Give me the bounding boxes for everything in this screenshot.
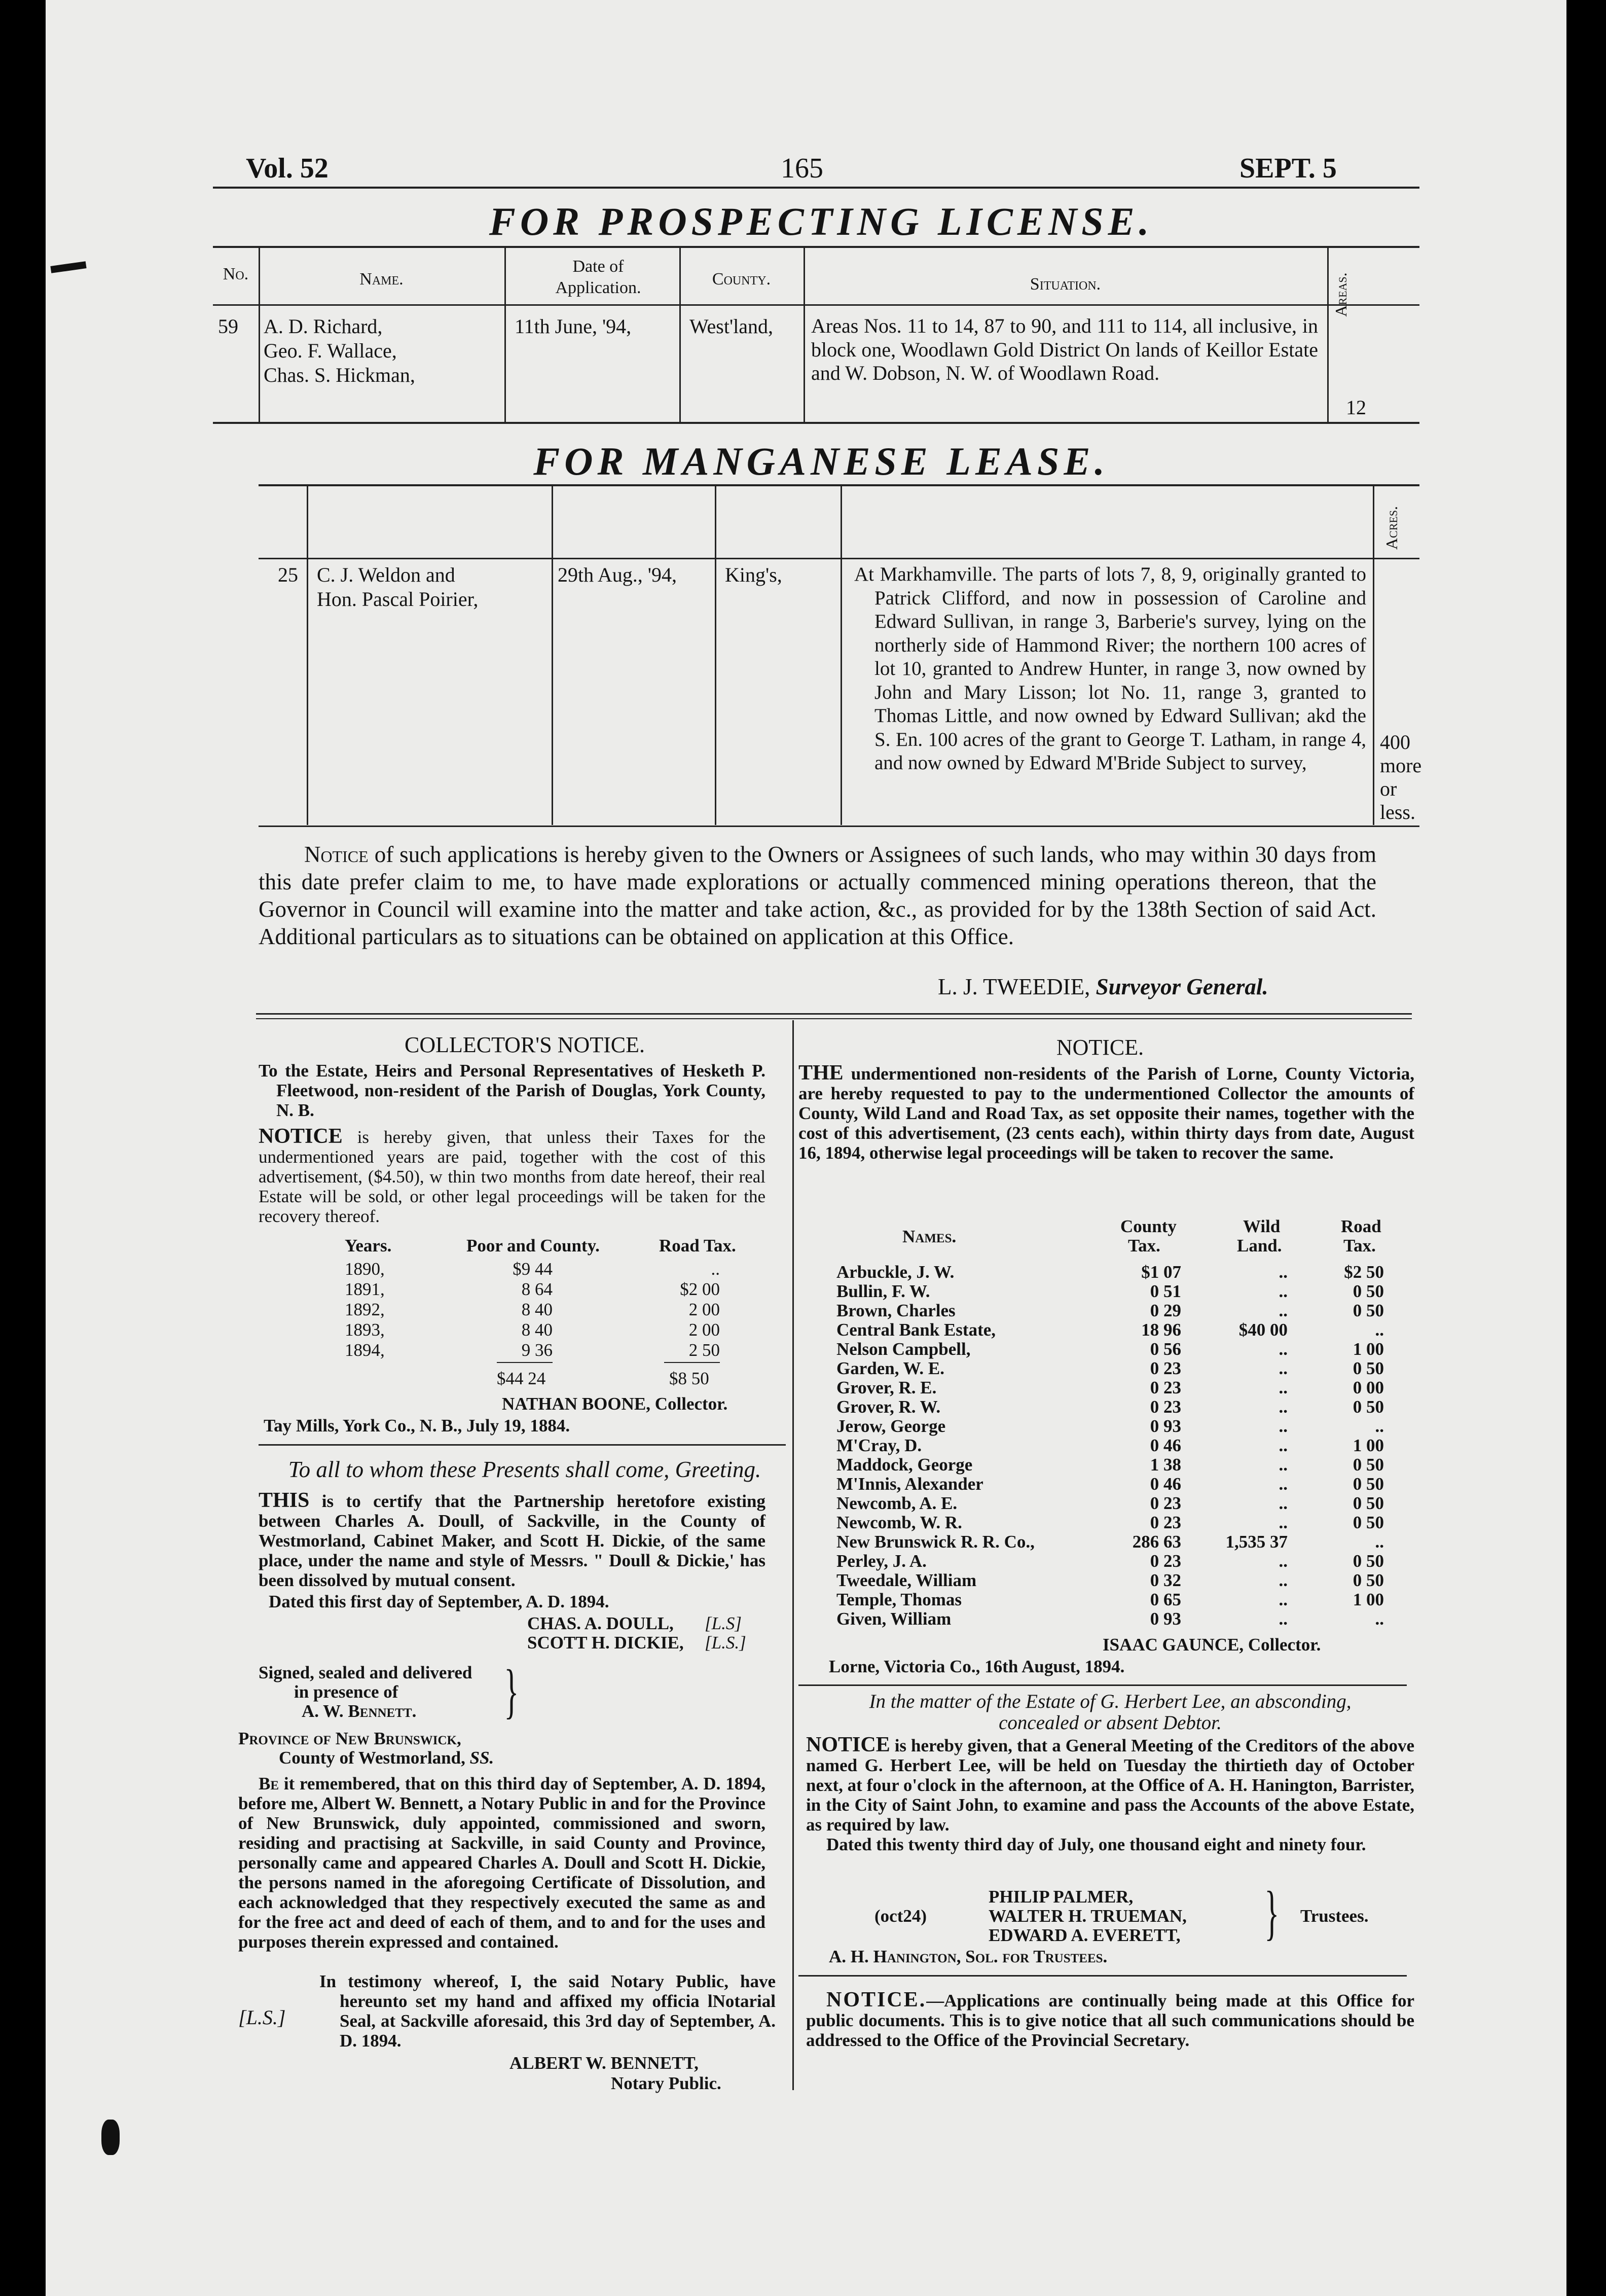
lorne-place-date: Lorne, Victoria Co., 16th August, 1894. [829,1657,1125,1676]
prospecting-areas: 12 [1346,396,1366,419]
table-rule [259,826,1419,827]
partnership-dated: Dated this first day of September, A. D. 1894. [269,1592,609,1611]
lorne-name: Grover, R. W. [836,1397,941,1417]
lorne-road-tax: 0 50 [1353,1570,1384,1590]
lorne-name: Bullin, F. W. [836,1281,930,1301]
lorne-county-tax: 0 32 [1150,1570,1181,1590]
partnership-lead: THIS [259,1489,310,1512]
table-rule [213,304,1419,306]
lorne-wild-land: .. [1279,1301,1288,1320]
lorne-wild-land: .. [1279,1513,1288,1532]
collector-year: 1890, [345,1259,385,1279]
surveyor-signature [938,974,1268,1000]
manganese-date: 29th Aug., '94, [558,563,677,586]
lorne-road-tax: $2 50 [1344,1262,1384,1282]
lorne-road-tax: 1 00 [1353,1339,1384,1359]
collector-poor: 8 64 [521,1279,553,1299]
prospecting-title: FOR PROSPECTING LICENSE. [489,199,1154,243]
lorne-county-tax: 0 23 [1150,1397,1181,1417]
section-rule [256,1018,1412,1019]
lorne-road-tax: .. [1375,1416,1384,1436]
lorne-wild-land: .. [1279,1493,1288,1513]
lorne-county-tax: $1 07 [1141,1262,1181,1282]
lorne-county-tax: 0 51 [1150,1281,1181,1301]
lorne-name: M'Cray, D. [836,1436,922,1455]
surveyor-name: L. J. TWEEDIE, [938,974,1090,999]
road-header: Road Tax. [659,1236,736,1255]
collector-title: COLLECTOR'S NOTICE. [404,1032,645,1057]
lorne-county-tax: 0 93 [1150,1609,1181,1629]
col-header-date: Date of Application. [555,257,641,297]
col-divider [307,485,308,825]
lorne-text: undermentioned non-residents of the Parish of Lorne, County Victoria, are hereby requested to pay to the undermentioned Collector the amounts of County, Wild Land and Road Tax, as set opposite their names, together with the cost of this advertisement, (23 cents each), within thirty days from date, August 16, 1894, otherwise legal proceedings will be taken to recover the same. [798,1064,1414,1163]
witness-line-2: in presence of [294,1682,398,1702]
road-header-1: Road [1341,1216,1381,1236]
lorne-county-tax: 0 29 [1150,1301,1181,1320]
notice-text: of such applications is hereby given to the Owners or Assignees of such lands, who may within 30 days from this date prefer claim to me, to have made explorations or actually commenced mining operations thereon, that the Governor in Council will examine into the matter and take action, &c., as provided for by the 138th Section of said Act. Additional particulars as to situations can be obtained on application at this Office. [259,842,1376,949]
lorne-name: Garden, W. E. [836,1358,944,1378]
witness-line-1: Signed, sealed and delivered [259,1663,472,1682]
volume-number: Vol. 52 [246,153,328,184]
col-divider [841,485,842,825]
issue-date: SEPT. 5 [1239,153,1337,184]
manganese-county: King's, [725,563,782,586]
lorne-county-tax: 0 56 [1150,1339,1181,1359]
trustee-3: EDWARD A. EVERETT, [989,1925,1181,1945]
lorne-road-tax: 0 50 [1353,1397,1384,1417]
names-header: Names. [902,1227,957,1246]
col-header-no: No. [223,265,249,283]
lorne-county-tax: 0 23 [1150,1551,1181,1571]
lorne-name: Temple, Thomas [836,1590,962,1609]
lorne-wild-land: .. [1279,1339,1288,1359]
prospecting-no: 59 [218,315,238,338]
collector-road: 2 50 [688,1340,720,1360]
manganese-acres-4: less. [1380,801,1415,823]
lorne-wild-land: $40 00 [1238,1320,1288,1340]
collector-lead: NOTICE [259,1125,343,1148]
margin-mark [101,2120,120,2155]
collector-place-date: Tay Mills, York Co., N. B., July 19, 1884. [264,1416,570,1436]
lorne-road-tax: .. [1375,1320,1384,1340]
province-line: Province of New Brunswick, [238,1729,461,1748]
table-rule [259,484,1419,486]
lorne-name: Nelson Campbell, [836,1339,971,1359]
col-divider [552,485,553,825]
collector-year: 1894, [345,1340,385,1360]
lorne-road-tax: 0 00 [1353,1378,1384,1397]
lorne-wild-land: 1,535 37 [1225,1532,1288,1552]
lorne-wild-land: .. [1279,1455,1288,1475]
lorne-lead: THE [798,1061,844,1085]
lorne-wild-land: .. [1279,1378,1288,1397]
witness-line-3: A. W. Bennett. [302,1701,417,1721]
manganese-acres-1: 400 [1380,731,1410,754]
lorne-road-tax: 0 50 [1353,1358,1384,1378]
lorne-name: New Brunswick R. R. Co., [836,1532,1035,1552]
newspaper-page [46,0,1566,2296]
lorne-road-tax: 0 50 [1353,1493,1384,1513]
table-rule [213,422,1419,424]
notice-lead: Notice [304,842,369,867]
total-rule [664,1362,720,1363]
lorne-road-tax: 0 50 [1353,1455,1384,1475]
lorne-name: Newcomb, A. E. [836,1493,958,1513]
signer-name-2: SCOTT H. DICKIE, [527,1633,684,1653]
notice-rule [798,1684,1407,1686]
lorne-road-tax: 0 50 [1353,1474,1384,1494]
lorne-county-tax: 0 65 [1150,1590,1181,1609]
wild-header-1: Wild [1243,1216,1281,1236]
collector-poor: $9 44 [513,1259,553,1279]
signer-seal-2: [L.S.] [705,1633,746,1653]
table-rule [259,558,1419,559]
lorne-name: Jerow, George [836,1416,946,1436]
poor-header: Poor and County. [466,1236,600,1255]
lorne-wild-land: .. [1279,1590,1288,1609]
lorne-name: Maddock, George [836,1455,973,1475]
manganese-name-1: C. J. Weldon and [317,563,455,586]
prospecting-name-1: A. D. Richard, [264,315,383,338]
col-header-name: Name. [359,270,404,289]
signer-name-1: CHAS. A. DOULL, [527,1613,674,1633]
lorne-county-tax: 1 38 [1150,1455,1181,1475]
notice-rule [259,1444,786,1446]
table-rule [213,246,1419,248]
lorne-wild-land: .. [1279,1358,1288,1378]
lorne-road-tax: .. [1375,1532,1384,1552]
prospecting-name-2: Geo. F. Wallace, [264,339,397,362]
lorne-notice-title: NOTICE. [1056,1035,1144,1060]
collector-poor: 8 40 [521,1300,553,1319]
lee-ref: (oct24) [874,1906,927,1926]
lorne-wild-land: .. [1279,1262,1288,1282]
partnership-text: is to certify that the Partnership heretofore existing between Charles A. Doull, of Sackville, in the County of Westmorland, Cabinet Maker, and Scott H. Dickie, of the same place, under the name and style of Messrs. " Doull & Dickie,' has been dissolved by mutual consent. [259,1491,765,1590]
lorne-county-tax: 18 96 [1141,1320,1181,1340]
manganese-situation: At Markhamville. The parts of lots 7, 8, 9, originally granted to Patrick Clifford, and now in possession of Caroline and Edward Sullivan, in range 3, Barberie's survey, lying on the northerly side of Hammond River; the northern 100 acres of lot 10, granted to Andrew Hunter, in range 3, now owned by John and Mary Lisson; lot No. 11, range 3, granted to Thomas Little, and now owned by Edward Sullivan; akd the S. En. 100 acres of the grant to George T. Latham, in range 4, and now owned by Edward M'Bride Subject to survey, [854,563,1366,774]
lorne-signature: ISAAC GAUNCE, Collector. [1103,1635,1321,1655]
mining-notice-paragraph [259,841,1376,950]
margin-mark [50,261,86,273]
collector-year: 1891, [345,1279,385,1299]
manganese-name-2: Hon. Pascal Poirier, [317,588,479,611]
collector-poor: 8 40 [521,1320,553,1340]
col-divider [1373,485,1374,825]
lorne-wild-land: .. [1279,1281,1288,1301]
lorne-county-tax: 0 46 [1150,1436,1181,1455]
lorne-road-tax: 0 50 [1353,1551,1384,1571]
manganese-acres-2: more [1380,754,1422,777]
lorne-road-tax: .. [1375,1609,1384,1629]
notary-seal: [L.S.] [238,2006,286,2029]
signer-seal-1: [L.S] [705,1613,742,1633]
county-name: County of Westmorland, [279,1748,465,1768]
manganese-acres-3: or [1380,777,1397,800]
collector-address: To the Estate, Heirs and Personal Representatives of Hesketh P. Fleetwood, non-resident of the Parish of Douglas, York County, N. B. [259,1061,765,1120]
lorne-wild-land: .. [1279,1474,1288,1494]
page-number: 165 [781,153,823,184]
trustees-brace: } [1264,1879,1280,1946]
witness-brace: } [504,1657,519,1725]
trustees-label: Trustees. [1300,1906,1369,1926]
lorne-wild-land: .. [1279,1570,1288,1590]
lorne-wild-land: .. [1279,1416,1288,1436]
lorne-wild-land: .. [1279,1436,1288,1455]
collector-poor: 9 36 [521,1340,553,1360]
lorne-road-tax: 0 50 [1353,1301,1384,1320]
lorne-road-tax: 0 50 [1353,1281,1384,1301]
lorne-name: Given, William [836,1609,952,1629]
lorne-name: Brown, Charles [836,1301,956,1320]
collector-text: is hereby given, that unless their Taxes for the undermentioned years are paid, together with the cost of this advertisement, ($4.50), w thin two months from date hereof, their real Estate will be sold, or other legal proceedings will be taken for the recovery thereof. [259,1127,765,1226]
wild-header-2: Land. [1237,1236,1282,1255]
lorne-county-tax: 0 46 [1150,1474,1181,1494]
lee-dated: Dated this twenty third day of July, one thousand eight and ninety four. [826,1835,1366,1854]
partnership-greeting: To all to whom these Presents shall come, Greeting. [288,1457,761,1482]
collector-body [259,1127,765,1226]
lorne-notice-body [798,1063,1414,1163]
notice-rule [798,1975,1407,1977]
partnership-body [259,1491,765,1590]
col-header-areas: Areas. [1332,272,1350,317]
lorne-wild-land: .. [1279,1397,1288,1417]
acres-header: Acres. [1382,506,1401,550]
lorne-county-tax: 0 93 [1150,1416,1181,1436]
collector-total-road: $8 50 [669,1369,709,1388]
col-divider [504,247,506,422]
collector-signature: NATHAN BOONE, Collector. [502,1394,728,1414]
prospecting-county: West'land, [689,315,774,338]
manganese-no: 25 [278,563,298,586]
lorne-name: Grover, R. E. [836,1378,937,1397]
collector-year: 1893, [345,1320,385,1340]
lorne-county-tax: 0 23 [1150,1378,1181,1397]
lee-text: is hereby given, that a General Meeting of the Creditors of the above named G. Herbert Lee, will be held on Tuesday the thirtieth day of October next, at four o'clock in the afternoon, at the Office of A. H. Hanington, Barrister, in the City of Saint John, to examine and pass the Accounts of the above Estate, as required by law. [806,1736,1414,1835]
trustee-2: WALTER H. TRUEMAN, [989,1906,1187,1926]
remembered-text: it remembered, that on this third day of September, A. D. 1894, before me, Albert W. Bennett, a Notary Public in and for the Province of New Brunswick, duly appointed, commissioned and sworn, residing and practising at Sackville, in said County and Province, personally came and appeared Charles A. Doull and Scott H. Dickie, the persons named in the aforegoing Certificate of Dissolution, and each acknowledged that they respectively executed the same as and for the free act and deed of each of them, and to and for the uses and purposes therein expressed and contained. [238,1774,765,1952]
collector-road: $2 00 [680,1279,720,1299]
county-header-1: County [1120,1216,1177,1236]
county-abbr: SS. [469,1748,494,1768]
collector-year: 1892, [345,1300,385,1319]
years-header: Years. [345,1236,392,1255]
collector-total-poor: $44 24 [497,1369,546,1388]
testimony-paragraph: In testimony whereof, I, the said Notary Public, have hereunto set my hand and affixed my officia lNotarial Seal, at Sackville aforesaid, this 3rd day of September, A. D. 1894. [319,1971,776,2051]
county-header-2: Tax. [1128,1236,1160,1255]
lorne-road-tax: 0 50 [1353,1513,1384,1532]
lorne-county-tax: 0 23 [1150,1493,1181,1513]
notary-name: ALBERT W. BENNETT, [509,2053,699,2073]
county-line [279,1748,494,1768]
col-divider [1327,247,1329,422]
column-divider [792,1020,794,2090]
lee-heading: In the matter of the Estate of G. Herbert Lee, an absconding, concealed or absent Debtor. [869,1691,1352,1734]
notary-title: Notary Public. [611,2073,721,2093]
lorne-county-tax: 0 23 [1150,1513,1181,1532]
col-header-county: County. [712,270,771,289]
remembered-lead: Be [259,1774,279,1793]
prospecting-situation: Areas Nos. 11 to 14, 87 to 90, and 111 to 114, all inclusive, in block one, Woodlawn Gold District On lands of Keillor Estate and W. Dobson, N. W. of Woodlawn Road. [811,314,1318,384]
lorne-name: Perley, J. A. [836,1551,927,1571]
lorne-road-tax: 1 00 [1353,1436,1384,1455]
public-docs-notice [806,1990,1414,2050]
section-rule [256,1013,1412,1015]
notary-certificate [238,1774,765,1952]
lorne-name: Tweedale, William [836,1570,977,1590]
header-rule [213,187,1419,189]
col-divider [715,485,716,825]
lee-solicitor: A. H. Hanington, Sol. for Trustees. [829,1947,1108,1966]
lorne-wild-land: .. [1279,1551,1288,1571]
collector-road: 2 00 [688,1320,720,1340]
lorne-county-tax: 0 23 [1150,1358,1181,1378]
road-header-2: Tax. [1343,1236,1376,1255]
lorne-county-tax: 286 63 [1132,1532,1181,1552]
public-docs-text: —Applications are continually being made at this Office for public documents. This is to give notice that all such communications should be addressed to the Office of the Provincial Secretary. [806,1991,1414,2050]
lee-body [806,1735,1414,1835]
col-divider [804,247,805,422]
collector-road: .. [711,1259,720,1279]
prospecting-date: 11th June, '94, [515,315,632,338]
lorne-name: Newcomb, W. R. [836,1513,962,1532]
lorne-name: Central Bank Estate, [836,1320,996,1340]
collector-road: 2 00 [688,1300,720,1319]
lorne-road-tax: 1 00 [1353,1590,1384,1609]
lorne-name: Arbuckle, J. W. [836,1262,955,1282]
surveyor-title: Surveyor General. [1096,974,1268,999]
trustee-1: PHILIP PALMER, [989,1887,1134,1907]
prospecting-name-3: Chas. S. Hickman, [264,364,415,386]
manganese-title: FOR MANGANESE LEASE. [533,439,1109,483]
lorne-wild-land: .. [1279,1609,1288,1629]
lee-lead: NOTICE [806,1733,890,1756]
col-header-situation: Situation. [1030,275,1101,294]
public-docs-lead: NOTICE. [826,1988,927,2012]
lorne-name: M'Innis, Alexander [836,1474,983,1494]
total-rule [497,1362,553,1363]
